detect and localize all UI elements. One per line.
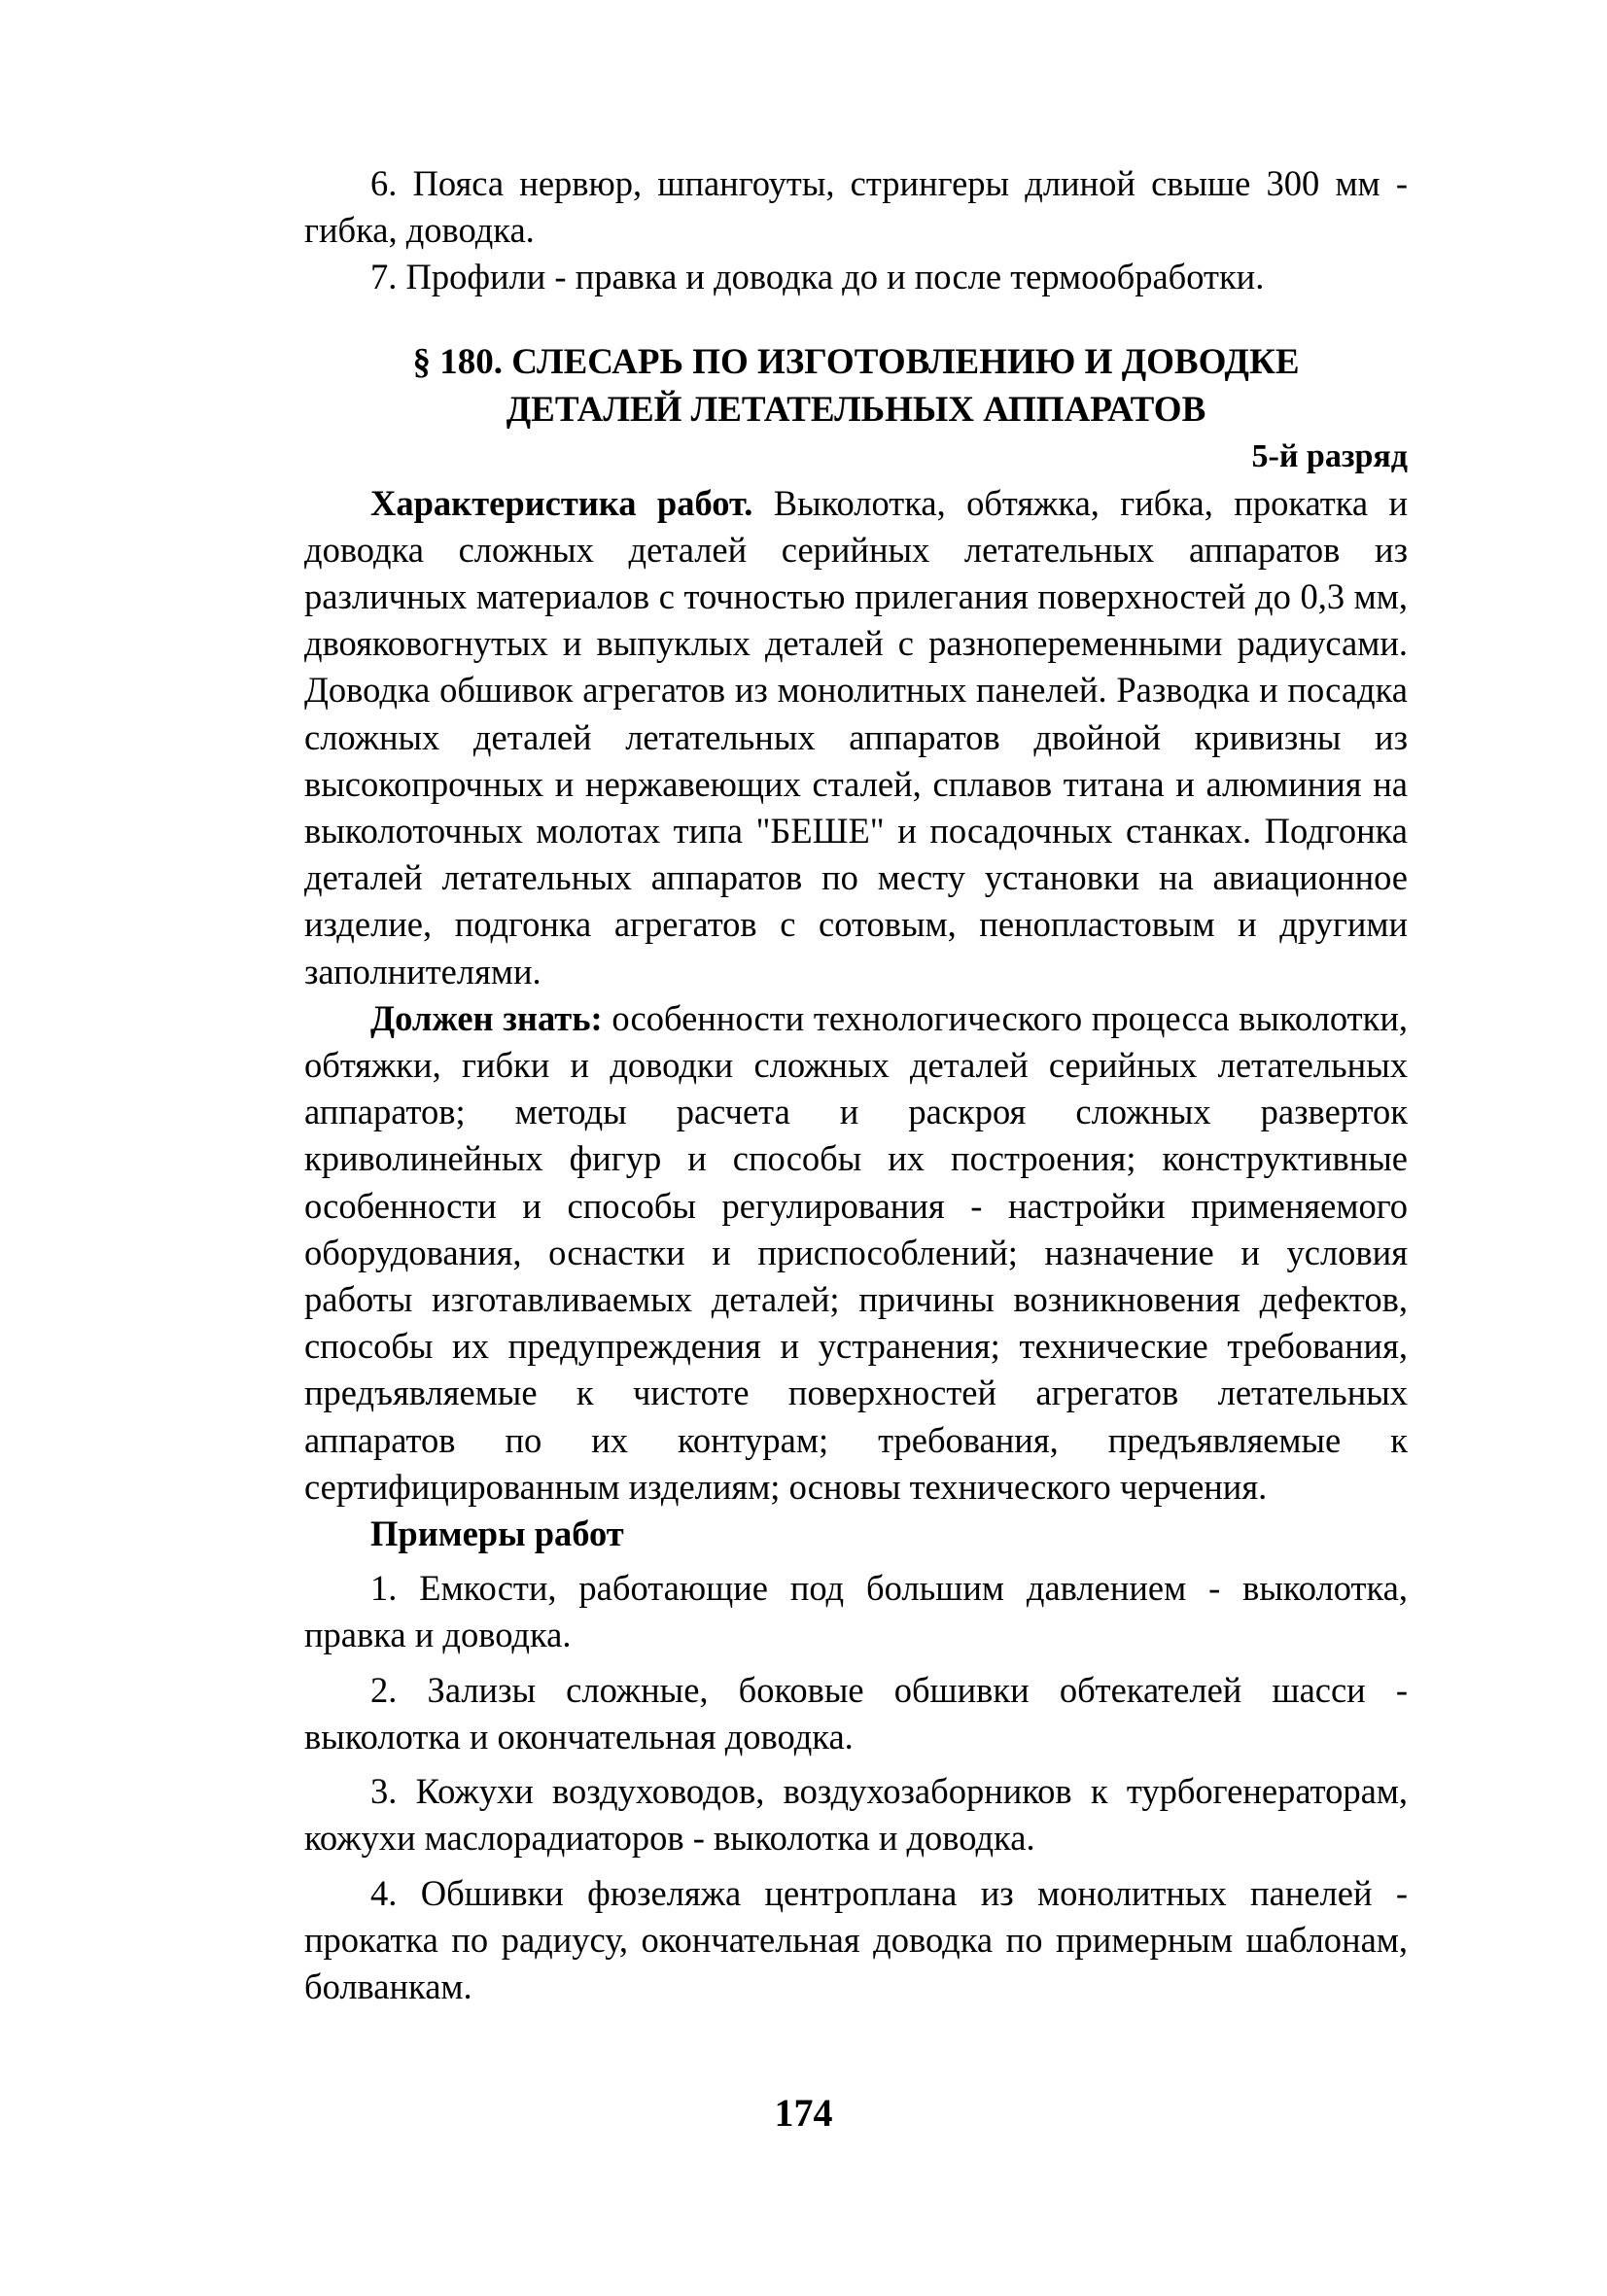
characteristics-label: Характеристика работ.	[370, 482, 753, 523]
item-text: Обшивки фюзеляжа центроплана из монолитных панелей - прокатка по радиусу, окончательная доводка по примерным шаблонам, болванкам.	[304, 1872, 1408, 2006]
item-text: Зализы сложные, боковые обшивки обтекателей шасси - выколотка и окончательная доводка.	[304, 1669, 1409, 1757]
list-item	[304, 254, 1408, 300]
item-text: Кожухи воздуховодов, воздухозаборников к турбогенераторам, кожухи маслорадиаторов - выколотка и доводка.	[304, 1771, 1408, 1859]
item-number: 1.	[370, 1568, 398, 1609]
must-know-text: особенности технологического процесса выколотки, обтяжки, гибки и доводки сложных деталей серийных летательных аппаратов; методы расчета и раскроя сложных разверток криволинейных фигур и способы их построения; конструктивные особенности и способы регулирования - настройки применяемого оборудования, оснастки и приспособлений; назначение и условия работы изготавливаемых деталей; причины возникновения дефектов, способы их предупреждения и устранения; технические требования, предъявляемые к чистоте поверхностей агрегатов летательных аппаратов по их контурам; требования, предъявляемые к сертифицированным изделиям; основы технического черчения.	[304, 997, 1409, 1507]
section-title-line-1: § 180. СЛЕСАРЬ ПО ИЗГОТОВЛЕНИЮ И ДОВОДКЕ	[412, 341, 1300, 382]
section-title-line-2: ДЕТАЛЕЙ ЛЕТАТЕЛЬНЫХ АППАРАТОВ	[506, 389, 1206, 430]
grade-label: 5-й разряд	[1251, 437, 1408, 474]
must-know-paragraph	[304, 995, 1408, 1511]
characteristics-text: Выколотка, обтяжка, гибка, прокатка и доводка сложных деталей серийных летательных аппаратов из различных материалов с точностью прилегания поверхностей до 0,3 мм, двояковогнутых и выпуклых деталей с разнопеременными радиусами. Доводка обшивок агрегатов из монолитных панелей. Разводка и посадка сложных деталей летательных аппаратов двойной кривизны из высокопрочных и нержавеющих сталей, сплавов титана и алюминия на выколоточных молотах типа "БЕШЕ" и посадочных станках. Подгонка деталей летательных аппаратов по месту установки на авиационное изделие, подгонка агрегатов с сотовым, пенопластовым и другими заполнителями.	[304, 482, 1409, 991]
characteristics-paragraph	[304, 480, 1408, 995]
section-title	[304, 338, 1408, 434]
item-number: 3.	[370, 1771, 398, 1812]
item-text: Пояса нервюр, шпангоуты, стрингеры длиной свыше 300 мм - гибка, доводка.	[304, 163, 1408, 251]
list-item	[304, 1667, 1408, 1760]
page-number: 174	[774, 2091, 833, 2135]
list-item	[304, 1565, 1408, 1658]
list-item	[304, 1768, 1408, 1861]
item-text: Профили - правка и доводка до и после термообработки.	[405, 257, 1265, 297]
item-text: Емкости, работающие под большим давлением - выколотка, правка и доводка.	[304, 1568, 1408, 1655]
item-number: 2.	[370, 1669, 398, 1710]
document-page	[304, 160, 1408, 2010]
item-number: 7.	[370, 257, 398, 297]
item-number: 6.	[370, 163, 398, 203]
list-item	[304, 1870, 1408, 2011]
examples-heading: Примеры работ	[370, 1513, 624, 1554]
item-number: 4.	[370, 1872, 398, 1913]
list-item	[304, 160, 1408, 254]
must-know-label: Должен знать:	[370, 997, 603, 1038]
